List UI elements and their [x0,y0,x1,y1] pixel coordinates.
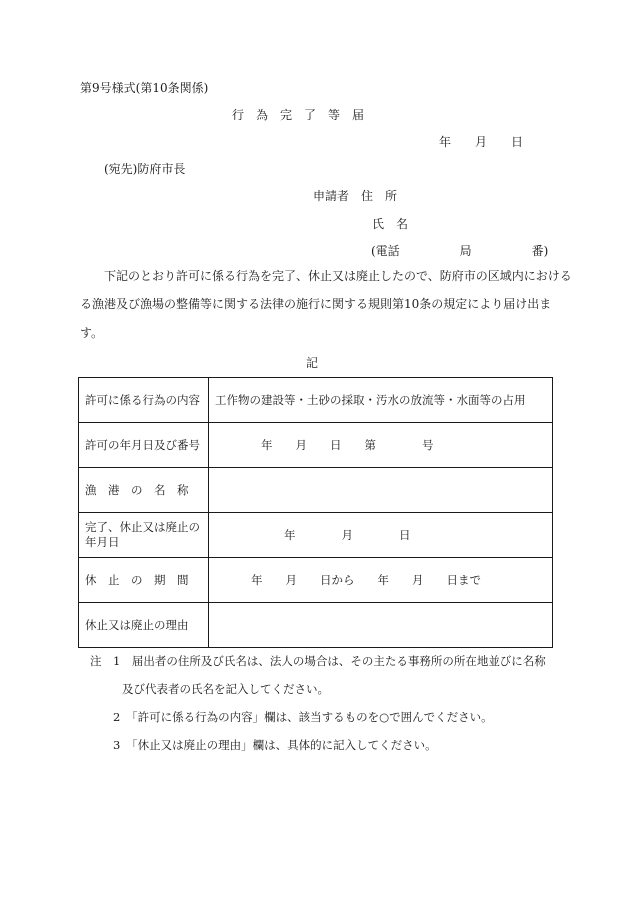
table-row [79,558,553,603]
table-row [79,468,553,513]
row-value-port-name[interactable] [209,468,553,513]
report-table [78,377,553,648]
row-value-permit-date[interactable] [209,423,553,468]
table-row [79,513,553,558]
row-label-reason: 休止又は廃止の理由 [79,603,209,648]
row-value-completion-date[interactable] [209,513,553,558]
note-1-continued: 及び代表者の氏名を記入してください。 [122,682,329,696]
note-1: 注 1 届出者の住所及び氏名は、法人の場合は、その主たる事務所の所在地並びに名称 [90,654,546,668]
body-line-3: す。 [80,326,104,340]
applicant-name-label: 氏 名 [372,217,409,231]
body-line-1: 下記のとおり許可に係る行為を完了、休止又は廃止したので、防府市の区域内における [104,269,572,283]
row-label-suspension-period: 休 止 の 期 間 [79,558,209,603]
row-label-completion-date: 完了、休止又は廃止の年月日 [79,513,209,558]
row-value-activity[interactable]: 工作物の建設等・土砂の採取・汚水の放流等・水面等の占用 [209,378,553,423]
date-line: 年 月 日 [439,135,524,149]
body-line-2: る漁港及び漁場の整備等に関する法律の施行に関する規則第10条の規定により届け出ま [80,297,552,311]
row-value-suspension-period[interactable] [209,558,553,603]
row-value-reason[interactable] [209,603,553,648]
applicant-address-label: 申請者 住 所 [313,189,398,203]
document-title: 行 為 完 了 等 届 [232,108,365,122]
table-row [79,423,553,468]
suspension-period-text: 年 月 日から 年 月 日まで [251,572,481,587]
note-3: 3 「休止又は廃止の理由」欄は、具体的に記入してください。 [113,738,437,752]
note-2: 2 「許可に係る行為の内容」欄は、該当するものを○で囲んでください。 [113,710,493,724]
ki-heading: 記 [306,356,319,370]
form-number: 第9号様式(第10条関係) [80,81,209,95]
row-label-activity: 許可に係る行為の内容 [79,378,209,423]
addressee: (宛先)防府市長 [104,162,186,176]
table-row [79,378,553,423]
row-label-permit-date: 許可の年月日及び番号 [79,423,209,468]
table-row [79,603,553,648]
completion-date-text: 年 月 日 [284,527,411,542]
row-label-port-name: 漁 港 の 名 称 [79,468,209,513]
permit-date-text: 年 月 日 第 号 [261,437,434,452]
phone-label: (電話 局 番) [371,244,549,258]
